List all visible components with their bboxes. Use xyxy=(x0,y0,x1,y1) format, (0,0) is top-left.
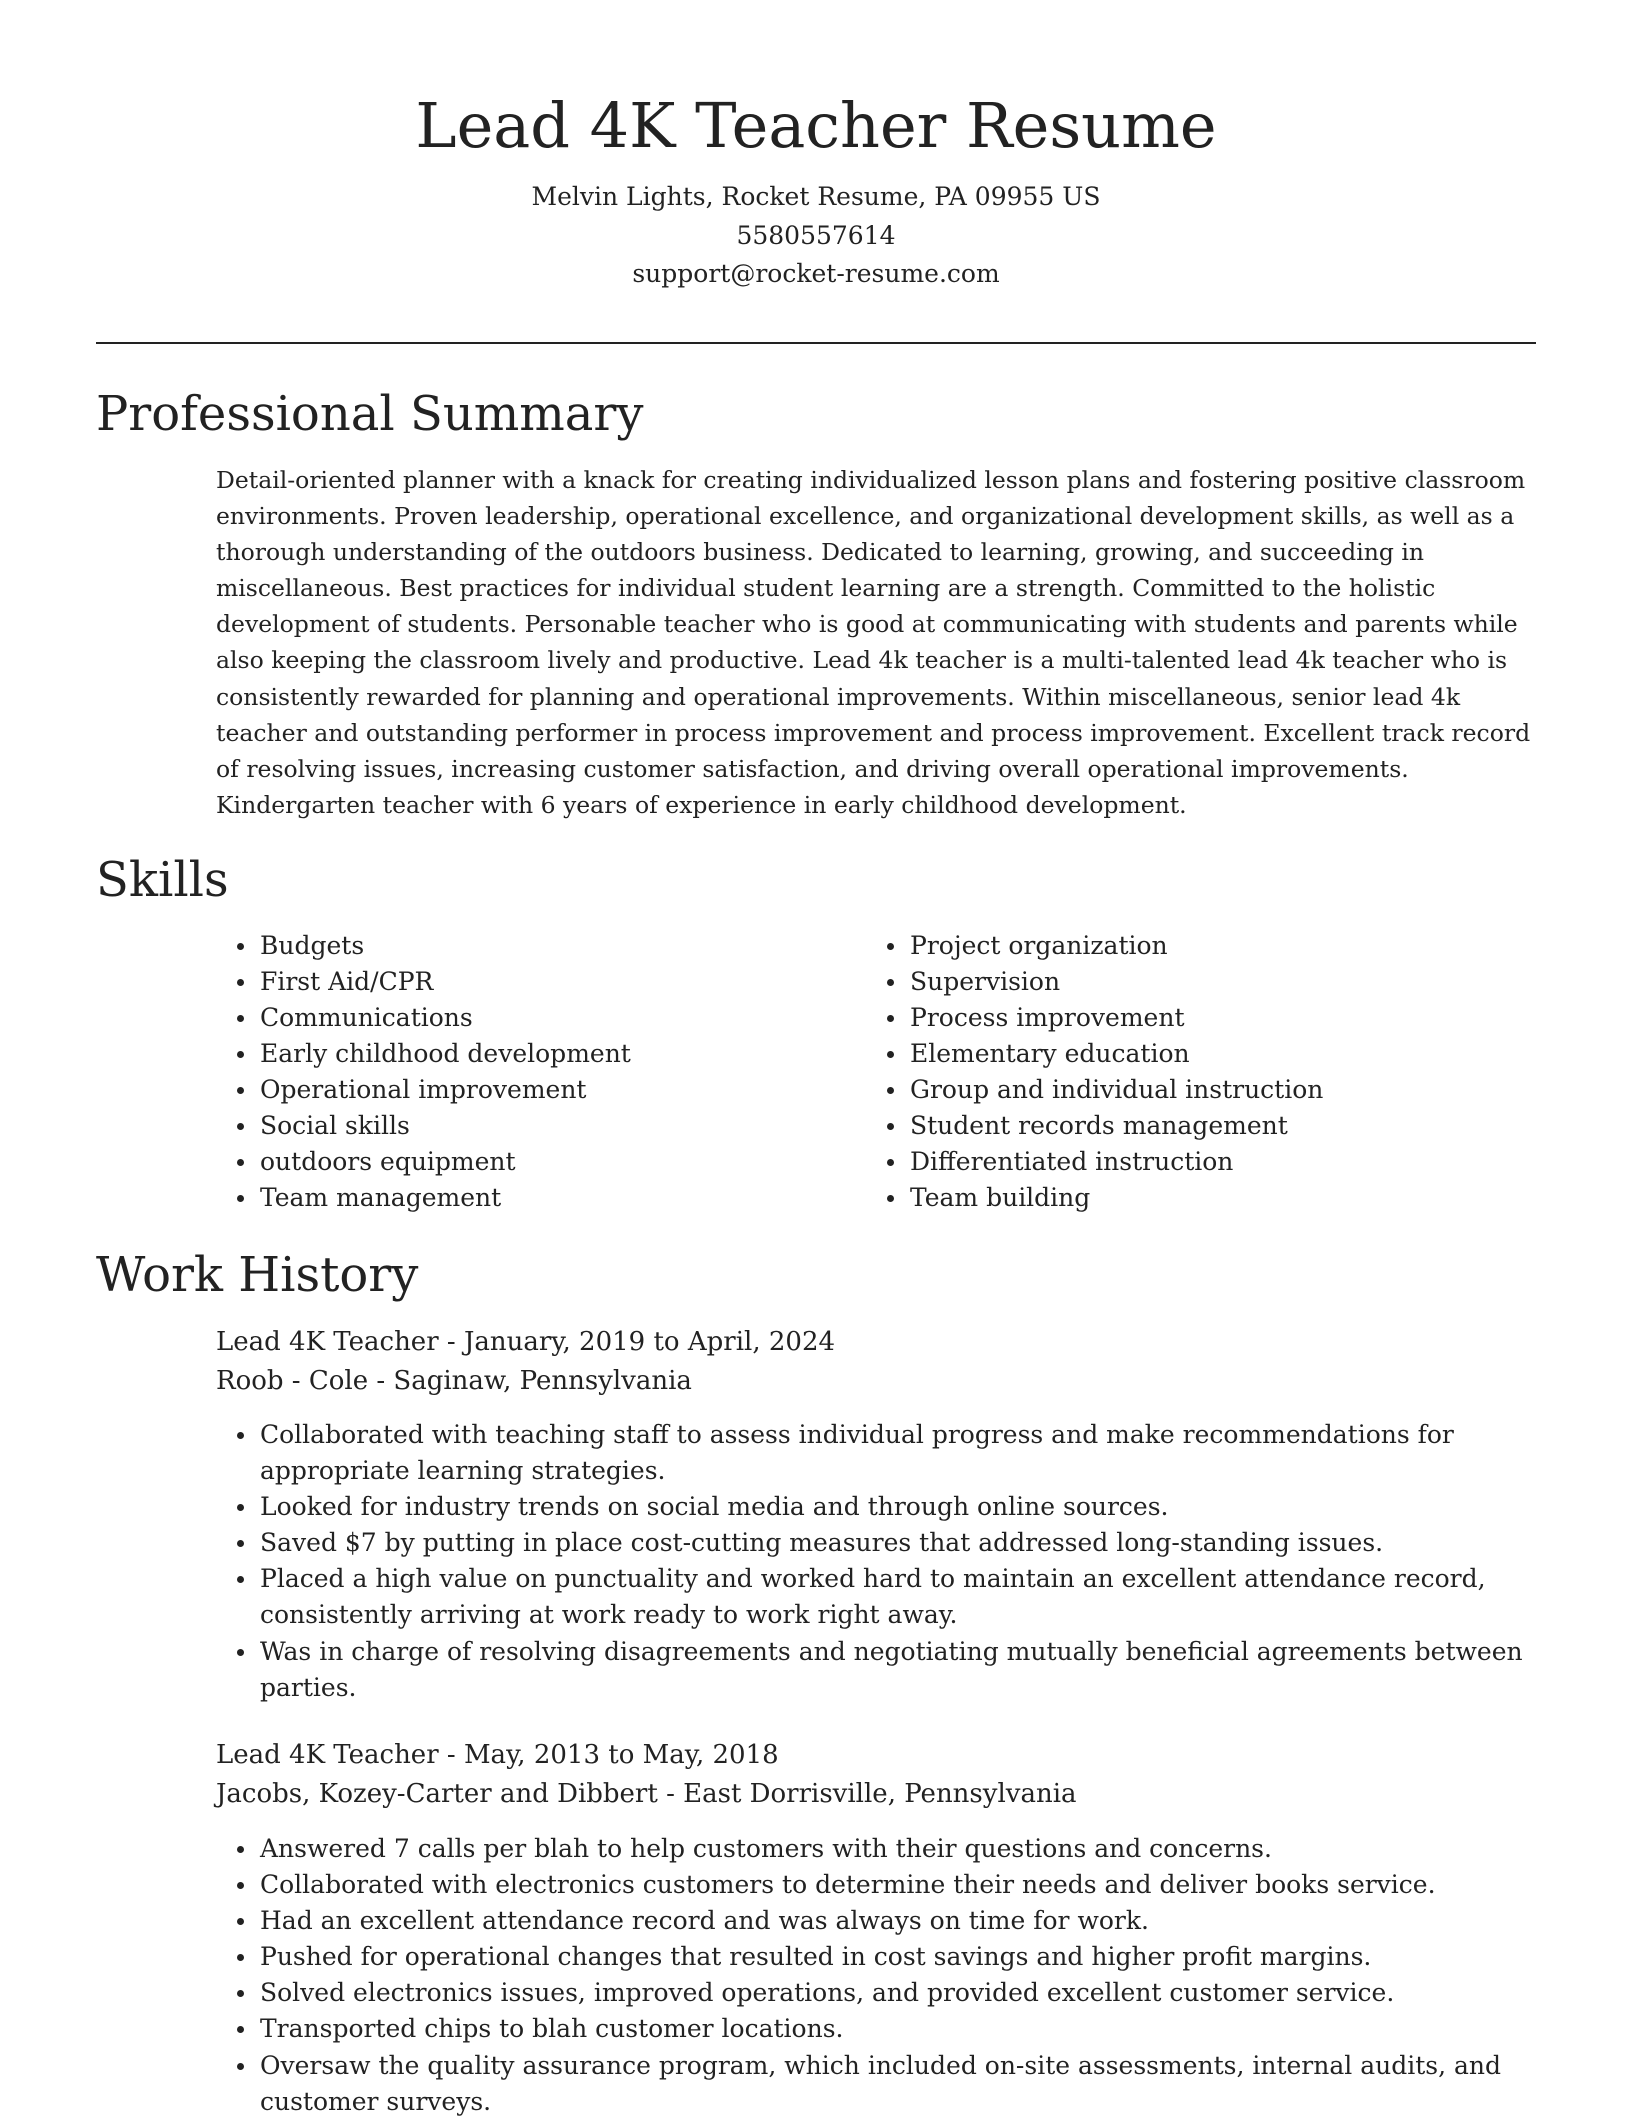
skills-list-left xyxy=(216,928,816,1216)
skill-item: Budgets xyxy=(216,928,816,964)
skill-item: Group and individual instruction xyxy=(866,1072,1516,1108)
job-header xyxy=(216,1323,1536,1401)
resume-header xyxy=(96,88,1536,294)
skill-item: Early childhood development xyxy=(216,1036,816,1072)
summary-heading: Professional Summary xyxy=(96,386,644,442)
header-divider xyxy=(96,342,1536,344)
skills-list-right xyxy=(866,928,1516,1216)
job-title-line: Lead 4K Teacher - May, 2013 to May, 2018 xyxy=(216,1740,779,1770)
skill-item: Supervision xyxy=(866,964,1516,1000)
summary-text: Detail-oriented planner with a knack for creating individualized lesson plans and fostering positive classroom environments. Proven leadership, operational excellence, and organizational development skills, as well as a thorough understanding of the outdoors business. Dedicated to learning, growing, and succeeding in miscellaneous. Best practices for individual student learning are a strength. Committed to the holistic development of students. Personable teacher who is good at communicating with students and parents while also keeping the classroom lively and productive. Lead 4k teacher is a multi-talented lead 4k teacher who is consistently rewarded for planning and operational improvements. Within miscellaneous, senior lead 4k teacher and outstanding performer in process improvement and process improvement. Excellent track record of resolving issues, increasing customer satisfaction, and driving overall operational improvements. Kindergarten teacher with 6 years of experience in early childhood development. xyxy=(216,466,1531,819)
skill-item: Team building xyxy=(866,1180,1516,1216)
job-bullet: Had an excellent attendance record and was always on time for work. xyxy=(216,1903,1536,1939)
skill-item: Project organization xyxy=(866,928,1516,964)
skill-item: Differentiated instruction xyxy=(866,1144,1516,1180)
skill-item: Process improvement xyxy=(866,1000,1516,1036)
job-bullet: Solved electronics issues, improved operations, and provided excellent customer service. xyxy=(216,1975,1536,2011)
job-header xyxy=(216,1736,1536,1814)
job-bullet: Looked for industry trends on social media and through online sources. xyxy=(216,1489,1536,1525)
skill-item: First Aid/CPR xyxy=(216,964,816,1000)
job-company-line: Jacobs, Kozey-Carter and Dibbert - East Dorrisville, Pennsylvania xyxy=(216,1779,1077,1809)
skill-item: Communications xyxy=(216,1000,816,1036)
contact-block xyxy=(96,178,1536,294)
job-bullet: Collaborated with electronics customers to determine their needs and deliver books service. xyxy=(216,1867,1536,1903)
contact-address: Melvin Lights, Rocket Resume, PA 09955 US xyxy=(531,182,1101,211)
contact-phone: 5580557614 xyxy=(736,220,896,250)
job-title-line: Lead 4K Teacher - January, 2019 to April, 2024 xyxy=(216,1327,836,1357)
job-bullet: Answered 7 calls per blah to help customers with their questions and concerns. xyxy=(216,1831,1536,1867)
contact-email: support@rocket-resume.com xyxy=(632,259,1000,288)
skill-item: Team management xyxy=(216,1180,816,1216)
skills-heading: Skills xyxy=(96,852,229,908)
skill-item: outdoors equipment xyxy=(216,1144,816,1180)
job-bullet: Transported chips to blah customer locations. xyxy=(216,2011,1536,2047)
resume-title: Lead 4K Teacher Resume xyxy=(415,89,1217,162)
skill-item: Student records management xyxy=(866,1108,1516,1144)
job-bullet: Placed a high value on punctuality and worked hard to maintain an excellent attendance record, consistently arriving at work ready to work right away. xyxy=(216,1561,1536,1633)
job-bullet: Pushed for operational changes that resulted in cost savings and higher profit margins. xyxy=(216,1939,1536,1975)
skill-item: Elementary education xyxy=(866,1036,1516,1072)
job-bullet-list xyxy=(216,1831,1536,2120)
skill-item: Operational improvement xyxy=(216,1072,816,1108)
job-bullet-list xyxy=(216,1417,1536,1706)
job-bullet: Saved $7 by putting in place cost-cutting measures that addressed long-standing issues. xyxy=(216,1525,1536,1561)
job-company-line: Roob - Cole - Saginaw, Pennsylvania xyxy=(216,1366,692,1396)
job-bullet: Oversaw the quality assurance program, which included on-site assessments, internal audits, and customer surveys. xyxy=(216,2048,1536,2120)
work-history-heading: Work History xyxy=(96,1247,419,1303)
job-bullet: Was in charge of resolving disagreements and negotiating mutually beneficial agreements between parties. xyxy=(216,1634,1536,1706)
job-bullet: Collaborated with teaching staff to assess individual progress and make recommendations for appropriate learning strategies. xyxy=(216,1417,1536,1489)
skill-item: Social skills xyxy=(216,1108,816,1144)
